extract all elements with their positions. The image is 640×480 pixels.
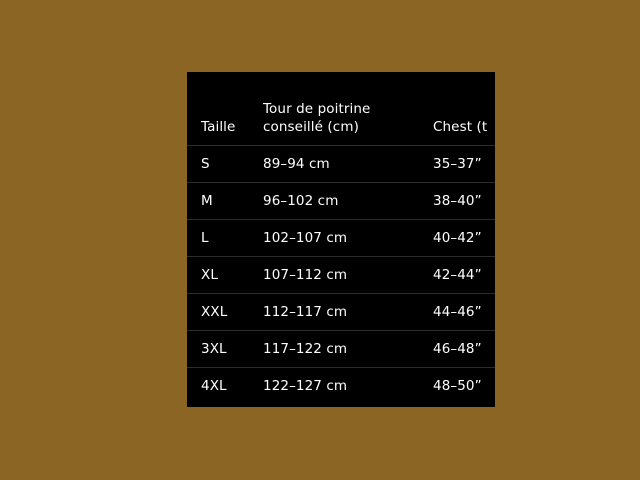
cell-taille: XXL [201,304,228,321]
table-body [187,146,495,405]
table-row [187,368,495,405]
cell-chest: 42–44” [433,267,482,284]
size-chart-table [187,72,495,404]
column-header-chest-label: Chest (t [433,119,488,136]
cell-chest: 44–46” [433,304,482,321]
cell-taille: XL [201,267,218,284]
cell-chest: 38–40” [433,193,482,210]
size-chart-panel [187,72,495,407]
cell-chest: 40–42” [433,230,482,247]
cell-taille: 4XL [201,378,227,395]
table-row [187,331,495,368]
table-header [187,72,495,146]
table-row [187,220,495,257]
column-header-taille-label: Taille [201,119,236,136]
cell-taille: S [201,156,210,173]
cell-tour-de-poitrine: 102–107 cm [263,230,348,247]
cell-taille: L [201,230,209,247]
table-row [187,146,495,183]
table-row [187,294,495,331]
column-header-tour-line1: Tour de poitrine [263,101,371,117]
cell-taille: M [201,193,213,210]
cell-chest: 46–48” [433,341,482,358]
cell-tour-de-poitrine: 122–127 cm [263,378,348,395]
table-row [187,257,495,294]
cell-tour-de-poitrine: 112–117 cm [263,304,348,321]
cell-chest: 35–37” [433,156,482,173]
column-header-tour-line2: conseillé (cm) [263,119,359,136]
table-header-row [187,72,495,146]
column-header-tour-de-poitrine [263,72,433,146]
cell-tour-de-poitrine: 89–94 cm [263,156,330,173]
table-row [187,183,495,220]
cell-taille: 3XL [201,341,227,358]
cell-tour-de-poitrine: 107–112 cm [263,267,348,284]
cell-tour-de-poitrine: 96–102 cm [263,193,339,210]
column-header-taille [187,72,263,146]
cell-tour-de-poitrine: 117–122 cm [263,341,348,358]
cell-chest: 48–50” [433,378,482,395]
column-header-chest [433,72,495,146]
